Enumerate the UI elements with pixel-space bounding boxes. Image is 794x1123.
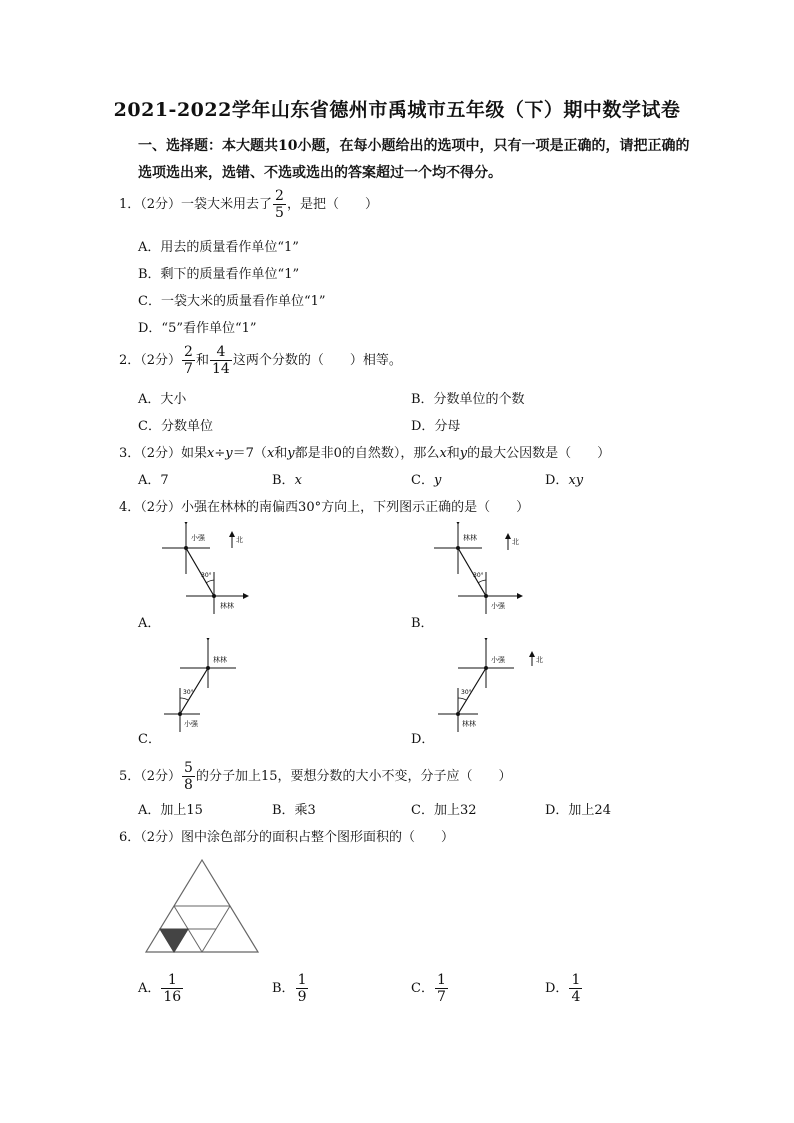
question-2-fraction-1 xyxy=(182,344,195,377)
label-bottom: 小强 xyxy=(491,602,505,610)
question-2-option-c[interactable]: C．分数单位 xyxy=(138,419,213,434)
fraction-denominator: 9 xyxy=(297,989,307,1006)
point xyxy=(456,546,460,550)
fraction-numerator: 4 xyxy=(210,344,232,361)
option-fraction xyxy=(296,972,309,1005)
and-text: 和 xyxy=(446,446,460,461)
label-bottom: 林林 xyxy=(220,602,234,610)
question-3-text: 的最大公因数是（ ） xyxy=(467,446,611,461)
fraction-numerator: 1 xyxy=(297,972,307,988)
question-4-option-b[interactable]: B． xyxy=(411,616,434,631)
question-5-option-a[interactable]: A．加上15 xyxy=(138,803,203,818)
and-text: 和 xyxy=(274,446,288,461)
question-1-option-d[interactable]: D．“5”看作单位“1” xyxy=(138,321,257,336)
question-2 xyxy=(119,344,402,377)
question-5-option-d[interactable]: D．加上24 xyxy=(545,803,611,818)
question-4-option-c[interactable]: C． xyxy=(138,732,161,747)
question-5-fraction xyxy=(182,760,195,793)
question-2-suffix: 这两个分数的（ ）相等。 xyxy=(232,353,402,369)
fraction-denominator: 8 xyxy=(184,777,193,794)
fraction-numerator: 1 xyxy=(161,972,183,989)
point xyxy=(484,594,488,598)
question-3-text: 都是非0的自然数），那么 xyxy=(294,446,440,461)
option-label: C． xyxy=(411,981,434,997)
option-label: A． xyxy=(138,473,161,488)
question-3 xyxy=(119,442,610,461)
question-6-option-b[interactable] xyxy=(272,972,309,1005)
figure-d xyxy=(428,638,558,732)
question-1-option-c[interactable]: C．一袋大米的质量看作单位“1” xyxy=(138,294,326,309)
page-title: 2021-2022学年山东省德州市禹城市五年级（下）期中数学试卷 xyxy=(113,99,681,121)
option-label: D． xyxy=(545,473,569,488)
question-3-text: 3．（2分）如果 xyxy=(119,446,208,461)
label-top: 林林 xyxy=(213,656,227,664)
divide-sign: ÷ xyxy=(214,446,226,461)
angle-arc xyxy=(180,698,188,700)
option-label: C． xyxy=(411,473,434,488)
option-value: xy xyxy=(568,473,584,488)
north-label: 北 xyxy=(236,536,243,544)
angle-arc xyxy=(478,580,486,583)
label-bottom: 林林 xyxy=(462,720,476,728)
question-5-option-b[interactable]: B．乘3 xyxy=(272,803,316,818)
point xyxy=(456,712,460,716)
variable-y: y xyxy=(225,446,233,461)
fraction-numerator: 1 xyxy=(571,972,581,988)
fraction-numerator: 5 xyxy=(184,760,193,776)
point xyxy=(484,666,488,670)
variable-x: x xyxy=(439,446,447,461)
question-3-option-c[interactable] xyxy=(411,469,441,488)
question-3-option-b[interactable] xyxy=(272,469,302,488)
north-label: 北 xyxy=(536,656,543,664)
angle-arc xyxy=(206,580,214,583)
point xyxy=(184,546,188,550)
question-2-option-b[interactable]: B．分数单位的个数 xyxy=(411,392,525,407)
question-2-option-d[interactable]: D．分母 xyxy=(411,419,461,434)
fraction-denominator: 16 xyxy=(163,989,182,1006)
angle-label: 30° xyxy=(183,689,194,696)
question-6: 6．（2分）图中涂色部分的面积占整个图形面积的（ ） xyxy=(119,830,455,845)
question-6-option-a[interactable] xyxy=(138,972,184,1005)
variable-x: x xyxy=(207,446,215,461)
variable-x: x xyxy=(266,446,275,461)
figure-a xyxy=(150,522,270,614)
question-4-option-d[interactable]: D． xyxy=(411,732,435,747)
fraction-denominator: 4 xyxy=(571,989,581,1006)
option-value: 7 xyxy=(160,473,169,488)
label-bottom: 小强 xyxy=(184,720,198,728)
option-label: B． xyxy=(272,981,295,997)
fraction-denominator: 5 xyxy=(275,205,284,222)
question-1-suffix: ，是把（ ） xyxy=(286,197,378,213)
fraction-numerator: 2 xyxy=(184,344,193,360)
question-1-fraction xyxy=(273,188,286,221)
section-instructions-line1: 一、选择题：本大题共10小题，在每小题给出的选项中，只有一项是正确的，请把正确的 xyxy=(138,138,690,154)
question-2-option-a[interactable]: A．大小 xyxy=(138,392,187,407)
question-2-prefix: 2．（2分） xyxy=(119,353,182,369)
north-label: 北 xyxy=(512,538,519,546)
figure-b xyxy=(418,522,538,614)
option-fraction xyxy=(435,972,448,1005)
point xyxy=(212,594,216,598)
option-value: x xyxy=(294,473,302,488)
question-2-fraction-2 xyxy=(210,344,232,377)
question-5 xyxy=(119,760,512,793)
question-3-option-a[interactable] xyxy=(138,469,169,488)
question-1-option-b[interactable]: B．剩下的质量看作单位“1” xyxy=(138,267,300,282)
option-label: A． xyxy=(138,981,161,997)
fraction-numerator: 2 xyxy=(275,188,284,204)
question-1-prefix: 1．（2分）一袋大米用去了 xyxy=(119,197,273,213)
question-1 xyxy=(119,188,378,221)
label-top: 林林 xyxy=(463,534,477,542)
figure-c xyxy=(160,638,260,732)
fraction-numerator: 1 xyxy=(436,972,446,988)
angle-label: 30° xyxy=(461,689,472,696)
equals-text: ＝7（ xyxy=(232,446,267,461)
question-3-option-d[interactable] xyxy=(545,469,583,488)
question-6-triangle-figure xyxy=(144,858,260,954)
section-instructions-line2: 选项选出来，选错、不选或选出的答案超过一个均不得分。 xyxy=(138,165,502,181)
fraction-denominator: 7 xyxy=(436,989,446,1006)
question-5-prefix: 5．（2分） xyxy=(119,769,182,785)
question-6-option-d[interactable] xyxy=(545,972,583,1005)
variable-y: y xyxy=(459,446,468,461)
fraction-denominator: 14 xyxy=(211,361,230,378)
option-value: y xyxy=(433,473,442,488)
angle-arc xyxy=(458,698,466,700)
question-2-connector: 和 xyxy=(195,353,209,369)
point xyxy=(178,712,182,716)
option-fraction xyxy=(569,972,582,1005)
fraction-denominator: 7 xyxy=(184,361,193,378)
option-label: D． xyxy=(545,981,569,997)
angle-label: 30° xyxy=(473,572,484,579)
option-label: B． xyxy=(272,473,295,488)
option-fraction xyxy=(161,972,183,1005)
question-1-option-a[interactable]: A．用去的质量看作单位“1” xyxy=(138,240,299,255)
point xyxy=(206,666,210,670)
question-4-option-a[interactable]: A． xyxy=(138,616,161,631)
question-6-option-c[interactable] xyxy=(411,972,449,1005)
question-5-suffix: 的分子加上15，要想分数的大小不变，分子应（ ） xyxy=(195,769,512,785)
variable-y: y xyxy=(287,446,295,461)
question-5-option-c[interactable]: C．加上32 xyxy=(411,803,477,818)
angle-label: 30° xyxy=(201,572,212,579)
label-top: 小强 xyxy=(191,534,205,542)
shaded-triangle xyxy=(160,929,188,952)
question-4: 4．（2分）小强在林林的南偏西30°方向上，下列图示正确的是（ ） xyxy=(119,500,530,515)
label-top: 小强 xyxy=(491,656,505,664)
